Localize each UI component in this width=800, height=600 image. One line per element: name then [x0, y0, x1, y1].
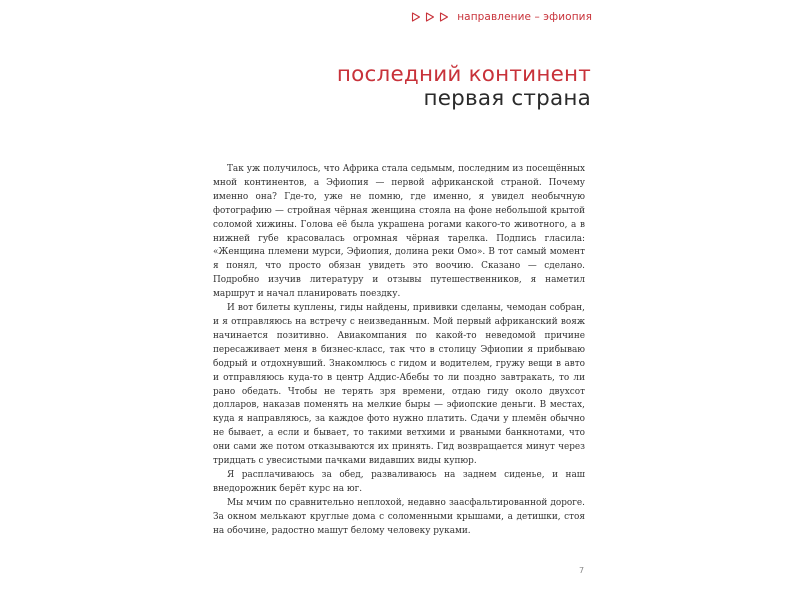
play-outline-icon — [411, 12, 421, 22]
page-number: 7 — [579, 566, 585, 575]
play-outline-icon — [425, 12, 435, 22]
body-text — [213, 163, 585, 538]
chapter-title — [337, 63, 591, 111]
chapter-title-line-2: первая страна — [423, 86, 591, 111]
section-label: направление – эфиопия — [457, 11, 592, 23]
paragraph: Мы мчим по сравнительно неплохой, недавно заасфальтированной дороге. За окном мелькают круглые дома с соломенными крышами, а детишки, стоя на обочине, радостно машут белому человеку руками. — [213, 497, 585, 536]
play-outline-icon — [439, 12, 449, 22]
section-header — [411, 11, 592, 23]
chapter-title-line-1: последний континент — [336, 62, 591, 87]
paragraph: Я расплачиваюсь за обед, разваливаюсь на заднем сиденье, и наш внедорожник берёт курс на юг. — [213, 469, 585, 494]
paragraph: Так уж получилось, что Африка стала седьмым, последним из посещённых мной континентов, а Эфиопия — первой африканской страной. Почему именно она? Где-то, уже не помню, где именно, я увидел необычную фотографию — стройная чёрная женщина стояла на фоне небольшой крытой соломой хижины. Голова её была украшена рогами какого-то животного, а в нижней губе красовалась огромная чёрная тарелка. Подпись гласила: «Женщина племени мурси, Эфиопия, долина реки Омо». В тот самый момент я понял, что просто обязан увидеть это воочию. Сказано — сделано. Подробно изучив литературу и отзывы путешественников, я наметил маршрут и начал планировать поездку. — [213, 164, 585, 300]
paragraph: И вот билеты куплены, гиды найдены, прививки сделаны, чемодан собран, и я отправляюсь на встречу с неизведанным. Мой первый африканский вояж начинается позитивно. Авиакомпания по какой-то неведомой причине пересаживает меня в бизнес-класс, так что в столицу Эфиопии я прибываю бодрый и отдохнувший. Знакомлюсь с гидом и водителем, гружу вещи в авто и отправляюсь куда-то в центр Аддис-Абебы то ли поздно завтракать, то ли рано обедать. Чтобы не терять зря времени, отдаю гиду около двухсот долларов, наказав поменять на мелкие быры — эфиопские деньги. В местах, куда я направляюсь, за каждое фото нужно платить. Сдачи у племён обычно не бывает, а если и бывает, то такими ветхими и рваными банкнотами, что они сами же потом отказываются их принять. Гид возвращается минут через тридцать с увесистыми пачками видавших виды купюр. — [213, 303, 585, 467]
arrow-group — [411, 12, 449, 22]
